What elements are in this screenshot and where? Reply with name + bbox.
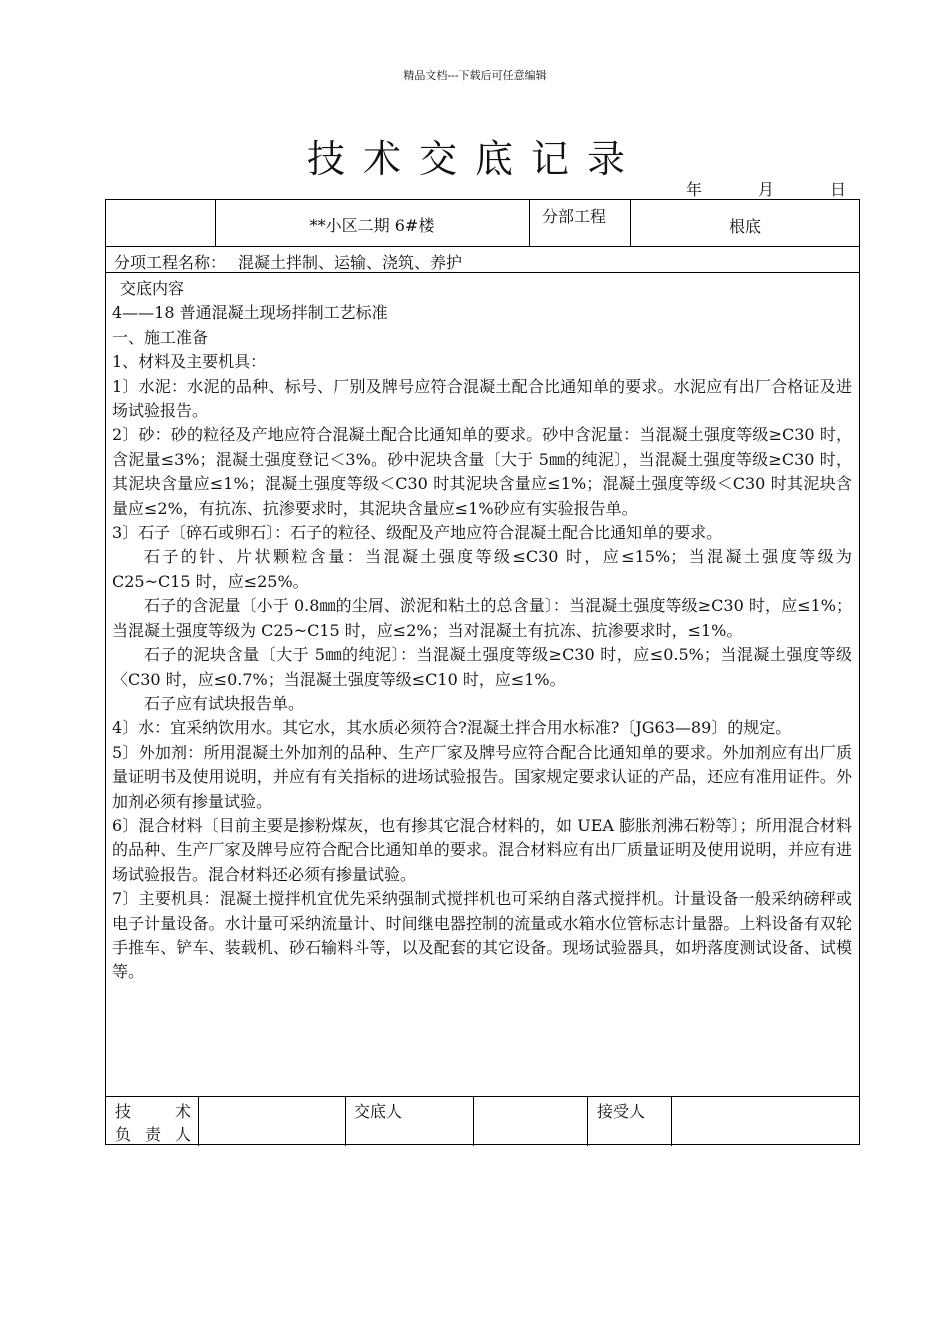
content-paragraph: 4——18 普通混凝土现场拌制工艺标准 <box>112 303 388 323</box>
date-day-label: 日 <box>829 180 846 199</box>
content-paragraph: 3〕石子〔碎石或卵石〕：石子的粒径、级配及产地应符合混凝土配合比通知单的要求。 <box>112 523 723 543</box>
tech-label-line2: 负责人 <box>115 1125 191 1144</box>
content-paragraph: 1、材料及主要机具： <box>112 352 267 372</box>
subitem-row <box>114 250 462 273</box>
content-paragraph: 6〕混合材料〔目前主要是掺粉煤灰，也有掺其它混合材料的，如 UEA 膨胀剂沸石粉等〕；所用混合材料的品种、生产厂家及牌号应符合配合比通知单的要求。混合材料应有出厂质量证明及使用说明，并应有进场试验报告。混合材料还必须有掺量试验。 <box>112 815 852 884</box>
date-month-label: 月 <box>757 180 774 199</box>
content-paragraph: 4〕水：宜采纳饮用水。其它水，其水质必须符合?混凝土拌合用水标准?〔JG63—89〕的规定。 <box>112 718 792 738</box>
document-title: 技术交底记录 <box>306 137 643 181</box>
column-divider <box>345 1096 346 1146</box>
header-note: 精品文档---下载后可任意编辑 <box>403 69 547 82</box>
subitem-label: 分项工程名称： <box>114 253 227 272</box>
row-divider <box>106 1096 859 1097</box>
handover-label: 交底人 <box>354 1102 403 1121</box>
content-paragraph: 5〕外加剂：所用混凝土外加剂的品种、生产厂家及牌号应符合配合比通知单的要求。外加剂应有出厂质量证明书及使用说明，并应有有关指标的进场试验报告。国家规定要求认证的产品，还应有准用证件。外加剂必须有掺量试验。 <box>112 742 852 811</box>
division-value: 根底 <box>728 217 761 236</box>
content-paragraph: 石子的针、片状颗粒含量：当混凝土强度等级≤C30 时，应≤15%；当混凝土强度等级为 C25~C15 时，应≤25%。 <box>112 547 852 591</box>
date-line <box>686 177 846 200</box>
column-divider <box>473 1096 474 1146</box>
project-name: **小区二期 6#楼 <box>309 216 435 235</box>
content-heading: 交底内容 <box>120 279 185 298</box>
subitem-value: 混凝土拌制、运输、浇筑、养护 <box>238 253 463 272</box>
receiver-label: 接受人 <box>597 1102 646 1121</box>
content-body <box>112 277 852 985</box>
content-paragraph: 石子应有试块报告单。 <box>144 693 305 713</box>
content-paragraph: 2〕砂：砂的粒径及产地应符合混凝土配合比通知单的要求。砂中含泥量：当混凝土强度等级≥C30 时，含泥量≤3%；混凝土强度登记＜3%。砂中泥块含量〔大于 5㎜的纯泥〕，当混凝土强度等级≥C30 时，其泥块含量应≤1%；混凝土强度等级＜C30 时其泥块含量应≤1%；混凝土强度等级＜C30 时其泥块含量应≤2%，有抗冻、抗渗要求时，其泥块含量应≤1%砂应有实验报告单。 <box>112 425 852 518</box>
content-paragraph: 7〕主要机具：混凝土搅拌机宜优先采纳强制式搅拌机也可采纳自落式搅拌机。计量设备一般采纳磅秤或电子计量设备。水计量可采纳流量计、时间继电器控制的流量或水箱水位管标志计量器。上料设备有双轮手推车、铲车、装载机、砂石输料斗等，以及配套的其它设备。现场试验器具，如坍落度测试设备、试模等。 <box>112 889 852 982</box>
column-divider <box>529 200 530 246</box>
column-divider <box>587 1096 588 1146</box>
content-paragraph: 1〕水泥：水泥的品种、标号、厂别及牌号应符合混凝土配合比通知单的要求。水泥应有出厂合格证及进场试验报告。 <box>112 376 852 421</box>
column-divider <box>671 1096 672 1146</box>
content-paragraph: 一、施工准备 <box>112 327 209 347</box>
row-divider <box>106 246 859 247</box>
record-table <box>105 199 860 1145</box>
content-paragraph: 石子的含泥量〔小于 0.8㎜的尘屑、淤泥和粘土的总含量〕：当混凝土强度等级≥C30 时，应≤1%；当混凝土强度等级为 C25~C15 时，应≤2%；当对混凝土有抗冻、抗渗要求时，≤1%。 <box>112 596 852 640</box>
date-year-label: 年 <box>686 180 703 199</box>
content-paragraph: 石子的泥块含量〔大于 5㎜的纯泥〕：当混凝土强度等级≥C30 时，应≤0.5%；当混凝土强度等级〈C30 时，应≤0.7%；当混凝土强度等级≤C10 时，应≤1%。 <box>112 645 852 689</box>
column-divider <box>198 1096 199 1146</box>
tech-label-line1: 技术 <box>115 1102 191 1121</box>
division-label: 分部工程 <box>542 207 607 226</box>
